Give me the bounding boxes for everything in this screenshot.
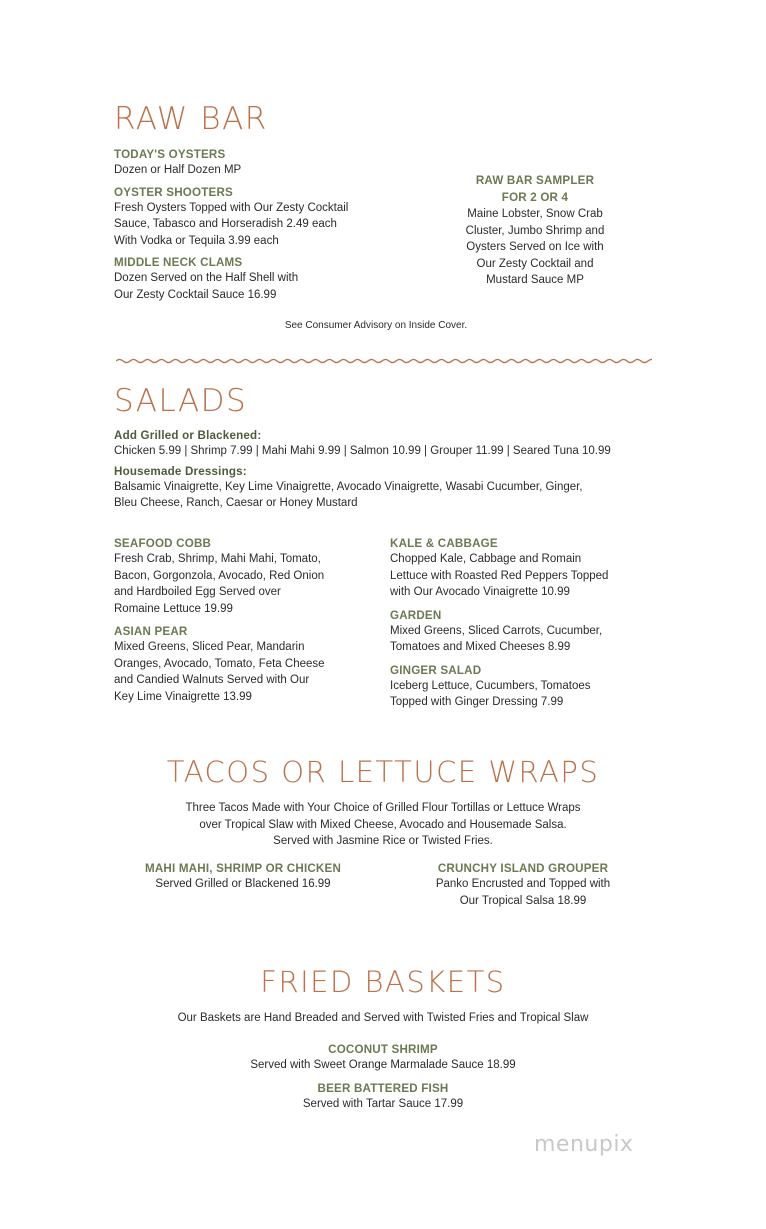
salads-title: SALADS bbox=[114, 383, 248, 419]
menu-item: CRUNCHY ISLAND GROUPER Panko Encrusted and Topped with Our Tropical Salsa 18.99 bbox=[412, 861, 634, 909]
item-name: COCONUT SHRIMP bbox=[328, 1043, 438, 1056]
add-protein-label: Add Grilled or Blackened: bbox=[114, 429, 262, 442]
tacos-intro: Three Tacos Made with Your Choice of Grilled Flour Tortillas or Lettuce Wraps over Tropical Slaw with Mixed Cheese, Avocado and Housemade Salsa. Served with Jasmine Rice or Twisted Fries. bbox=[185, 802, 581, 847]
menu-item: BEER BATTERED FISH Served with Tartar Sauce 17.99 bbox=[0, 1081, 766, 1113]
menu-item: COCONUT SHRIMP Served with Sweet Orange Marmalade Sauce 18.99 bbox=[0, 1042, 766, 1074]
tacos-title: TACOS OR LETTUCE WRAPS bbox=[166, 755, 600, 789]
item-name: MIDDLE NECK CLAMS bbox=[114, 256, 243, 269]
consumer-advisory: See Consumer Advisory on Inside Cover. bbox=[284, 320, 468, 331]
salads-left-column bbox=[114, 536, 384, 705]
menupix-watermark: menupix bbox=[534, 1132, 634, 1157]
item-name: BEER BATTERED FISH bbox=[317, 1082, 449, 1095]
menu-item: TODAY'S OYSTERS Dozen or Half Dozen MP bbox=[114, 147, 414, 179]
menu-item: ASIAN PEAR Mixed Greens, Sliced Pear, Mandarin Oranges, Avocado, Tomato, Feta Cheese and Candied Walnuts Served with Our Key Lime Vinaigrette 13.99 bbox=[114, 624, 384, 705]
dressings-label: Housemade Dressings: bbox=[114, 464, 247, 478]
wavy-divider bbox=[116, 354, 652, 368]
item-name: SEAFOOD COBB bbox=[114, 537, 212, 550]
menu-item: GINGER SALAD Iceberg Lettuce, Cucumbers, Tomatoes Topped with Ginger Dressing 7.99 bbox=[390, 663, 670, 711]
raw-bar-sampler: RAW BAR SAMPLER FOR 2 OR 4 Maine Lobster, Snow Crab Cluster, Jumbo Shrimp and Oysters Served on Ice with Our Zesty Cocktail and Mustard Sauce MP bbox=[440, 172, 630, 289]
menu-item: KALE & CABBAGE Chopped Kale, Cabbage and Romain Lettuce with Roasted Red Peppers Topped with Our Avocado Vinaigrette 10.99 bbox=[390, 536, 670, 601]
add-protein-prices: Chicken 5.99 | Shrimp 7.99 | Mahi Mahi 9.99 | Salmon 10.99 | Grouper 11.99 | Seared Tuna 10.99 bbox=[114, 445, 611, 457]
menu-item: OYSTER SHOOTERS Fresh Oysters Topped with Our Zesty Cocktail Sauce, Tabasco and Horseradish 2.49 each With Vodka or Tequila 3.99 each bbox=[114, 185, 414, 250]
fried-baskets-title: FRIED BASKETS bbox=[260, 965, 506, 999]
item-name: GARDEN bbox=[390, 608, 442, 622]
item-name: MAHI MAHI, SHRIMP OR CHICKEN bbox=[144, 862, 342, 875]
fried-baskets-intro: Our Baskets are Hand Breaded and Served with Twisted Fries and Tropical Slaw bbox=[177, 1012, 589, 1024]
item-name: RAW BAR SAMPLER bbox=[475, 174, 595, 187]
item-name: FOR 2 OR 4 bbox=[501, 191, 569, 204]
item-name: TODAY'S OYSTERS bbox=[114, 148, 226, 161]
menu-item: GARDEN Mixed Greens, Sliced Carrots, Cucumber, Tomatoes and Mixed Cheeses 8.99 bbox=[390, 608, 670, 656]
menu-item: SEAFOOD COBB Fresh Crab, Shrimp, Mahi Mahi, Tomato, Bacon, Gorgonzola, Avocado, Red Onion and Hardboiled Egg Served over Romaine Lettuce 19.99 bbox=[114, 536, 384, 617]
menu-item: MAHI MAHI, SHRIMP OR CHICKEN Served Grilled or Blackened 16.99 bbox=[130, 861, 356, 893]
raw-bar-title: RAW BAR bbox=[114, 101, 268, 137]
salads-right-column bbox=[390, 536, 670, 711]
raw-bar-left-column bbox=[114, 147, 414, 303]
item-name: OYSTER SHOOTERS bbox=[114, 185, 233, 199]
item-name: GINGER SALAD bbox=[390, 663, 482, 677]
item-name: ASIAN PEAR bbox=[114, 625, 188, 638]
menu-item: MIDDLE NECK CLAMS Dozen Served on the Half Shell with Our Zesty Cocktail Sauce 16.99 bbox=[114, 255, 414, 303]
salad-addons: Add Grilled or Blackened: Chicken 5.99 | Shrimp 7.99 | Mahi Mahi 9.99 | Salmon 10.99 | Grouper 11.99 | Seared Tuna 10.99 Housemade Dressings: Balsamic Vinaigrette, Key Lime Vinaigrette, Avocado Vinaigrette, Wasabi Cucumber, Ginger, Bleu Cheese, Ranch, Caesar or Honey Mustard bbox=[114, 428, 674, 512]
item-name: KALE & CABBAGE bbox=[390, 537, 498, 550]
item-name: CRUNCHY ISLAND GROUPER bbox=[437, 862, 609, 875]
